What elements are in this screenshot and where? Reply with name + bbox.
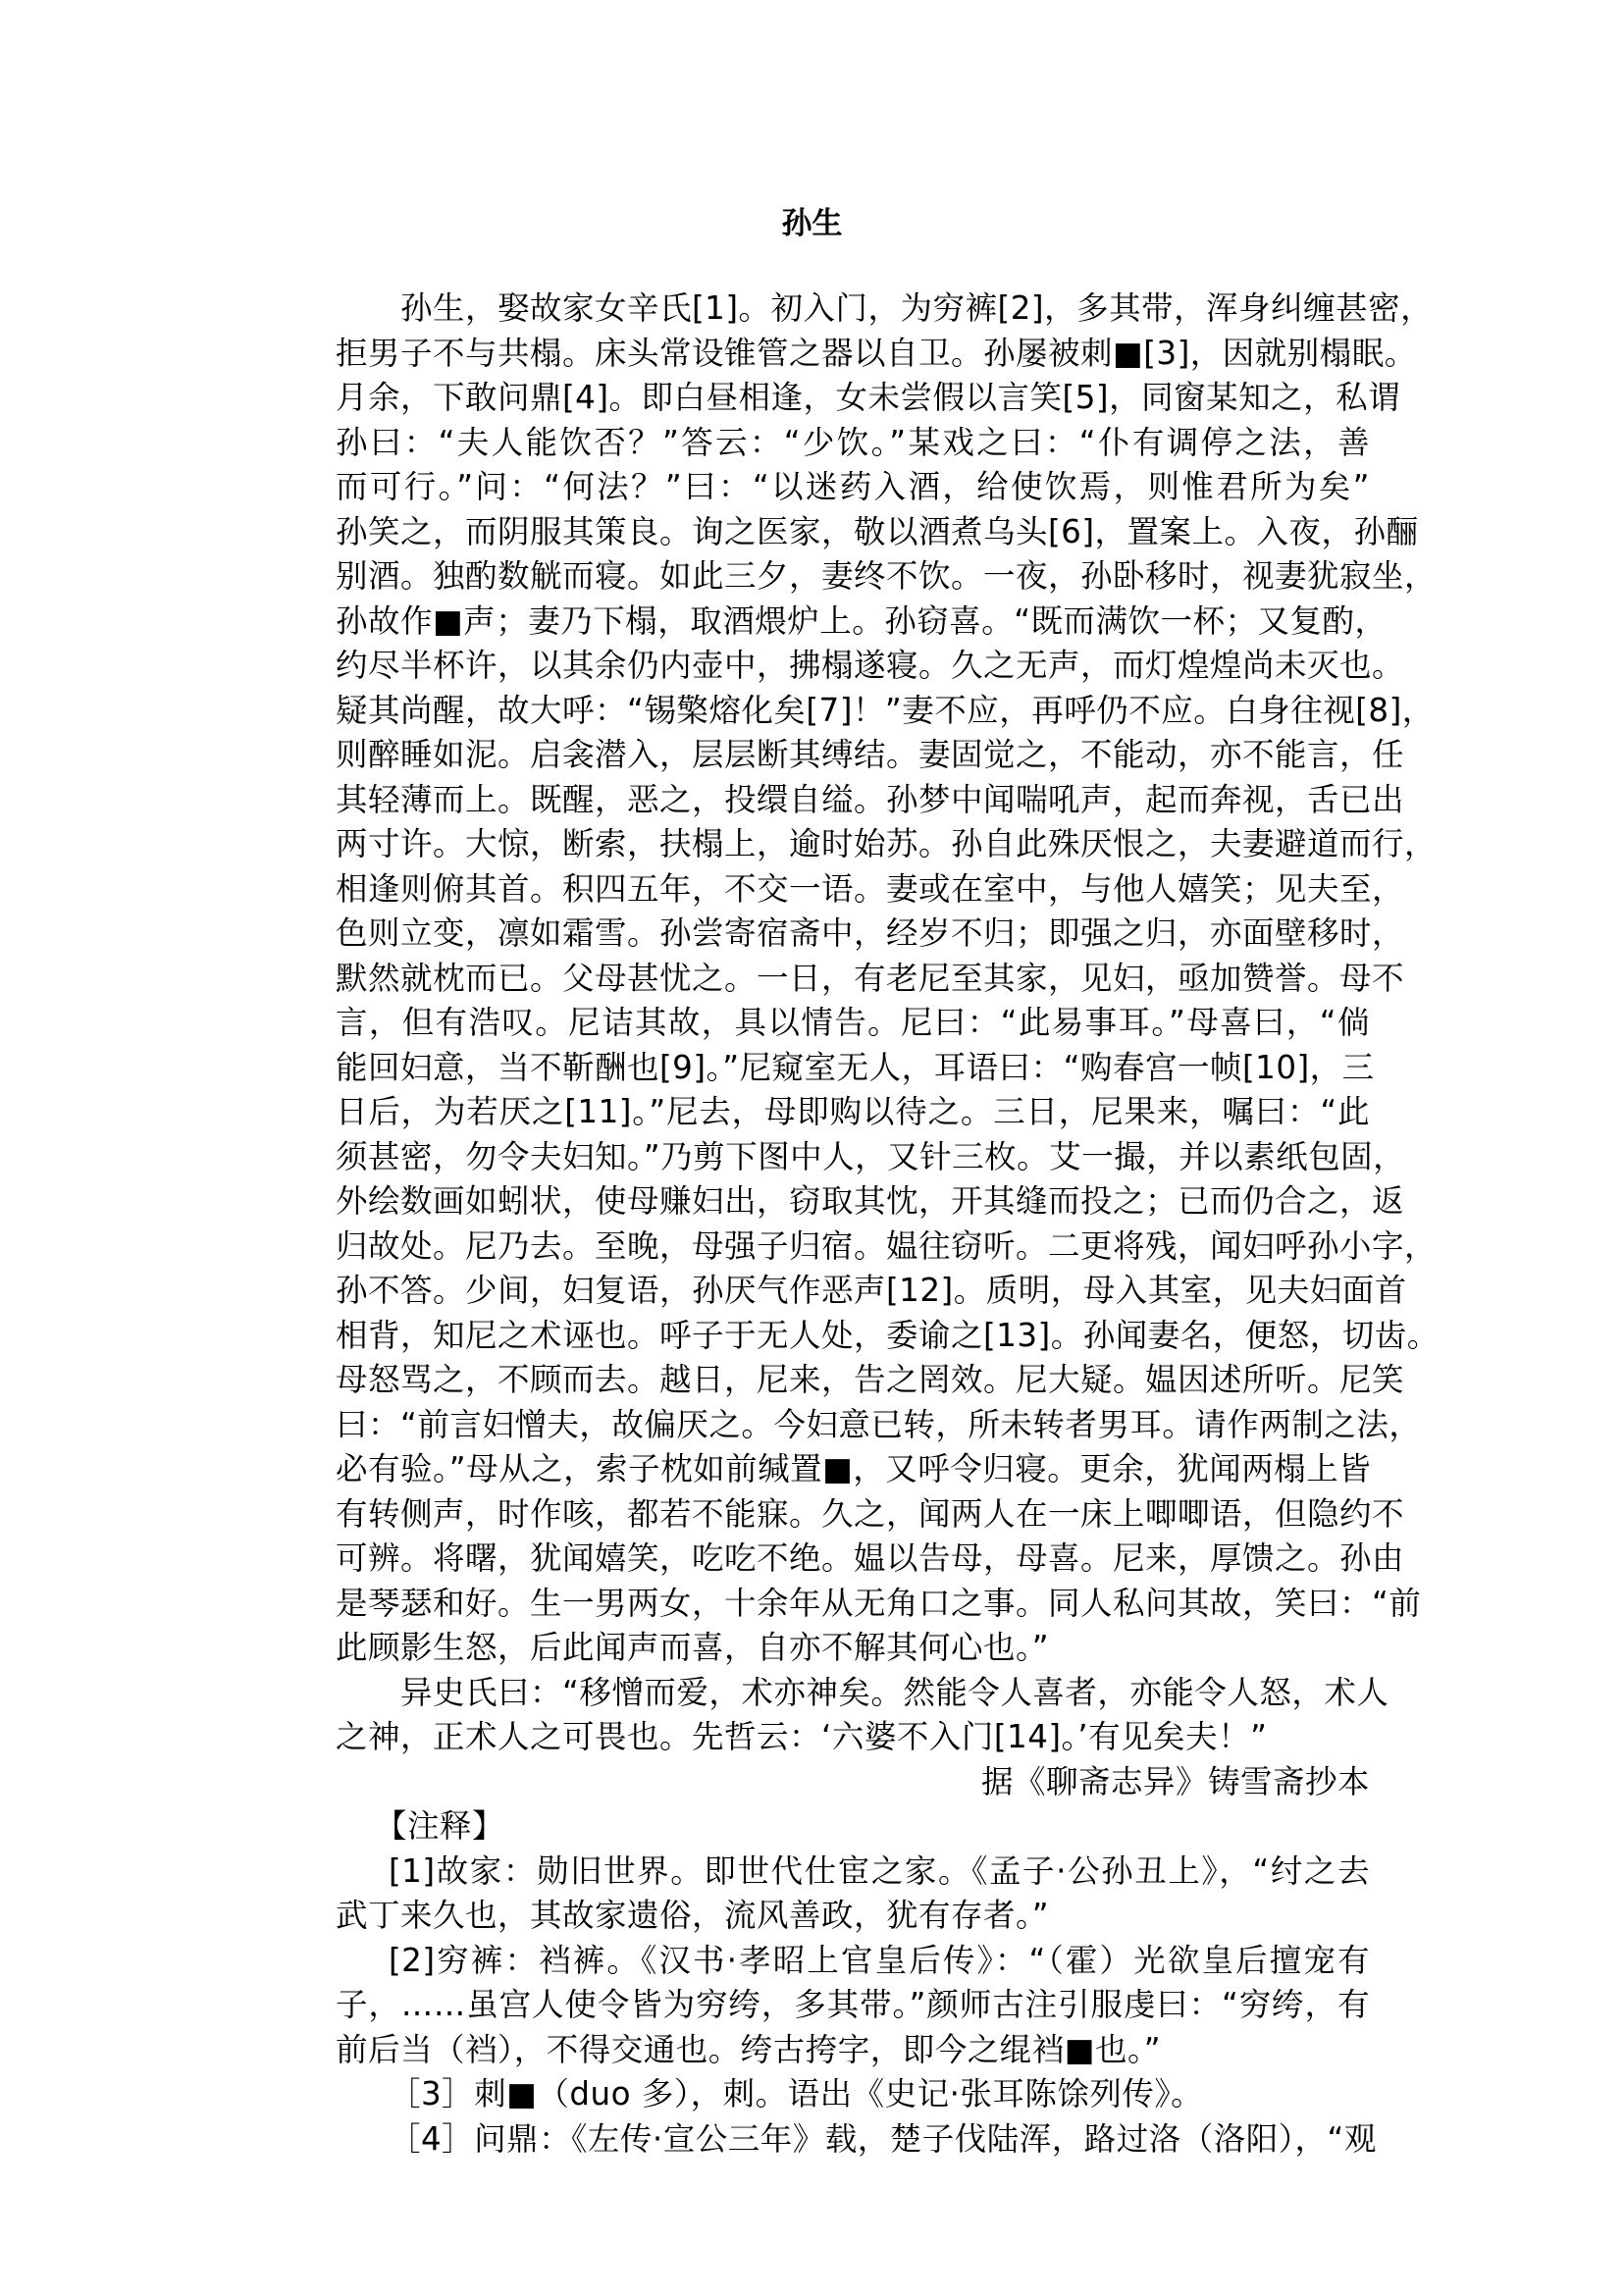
note-line: 子，……虽宫人使令皆为穷绔，多其带。”颜师古注引服虔曰：“穷绔，有	[336, 1986, 1370, 2023]
document-body	[336, 287, 1440, 2162]
text-line: 月余，下敢问鼎[4]。即白昼相逢，女未尝假以言笑[5]，同窗某知之，私谓	[336, 379, 1401, 416]
text-line: 须甚密，勿令夫妇知。”乃剪下图中人，又针三枚。艾一撮，并以素纸包固，	[336, 1137, 1406, 1175]
text-line: 可辨。将曙，犹闻嬉笑，吃吃不绝。媪以告母，母喜。尼来，厚馈之。孙由	[336, 1539, 1405, 1577]
note-line: [1]故家：勋旧世界。即世代仕宦之家。《孟子·公孙丑上》，“纣之去	[389, 1851, 1370, 1890]
text-line: 归故处。尼乃去。至晚，母强子归宿。媪往窃听。二更将残，闻妇呼孙小字，	[336, 1226, 1438, 1265]
text-line: 相背，知尼之术诬也。呼子于无人处，委谕之[13]。孙闻妻名，便怒，切齿。	[336, 1316, 1440, 1354]
text-line: 默然就枕而已。父母甚忧之。一日，有老尼至其家，见妇，亟加赞誉。母不	[336, 959, 1405, 997]
text-line: 则醉睡如泥。启衾潜入，层层断其缚结。妻固觉之，不能动，亦不能言，任	[336, 736, 1405, 773]
page-title: 孙生	[781, 206, 843, 241]
text-line: 曰：“前言妇憎夫，故偏厌之。今妇意已转，所未转者男耳。请作两制之法，	[336, 1405, 1422, 1443]
note-line: ［4］问鼎：《左传·宣公三年》载，楚子伐陆浑，路过洛（洛阳），“观	[389, 2119, 1377, 2158]
text-line: 此顾影生怒，后此闻声而喜，自亦不解其何心也。”	[336, 1629, 1050, 1666]
text-line: 色则立变，凛如霜雪。孙尝寄宿斋中，经岁不归；即强之归，亦面壁移时，	[336, 914, 1405, 952]
text-line: 其轻薄而上。既醒，恶之，投缳自缢。孙梦中闻喘吼声，起而奔视，舌已出	[336, 780, 1405, 818]
text-line: 孙不答。少间，妇复语，孙厌气作恶声[12]。质明，母入其室，见夫妇面首	[336, 1272, 1407, 1309]
source-attribution: 据《聊斋志异》铸雪斋抄本	[980, 1762, 1370, 1800]
text-line: 相逢则俯其首。积四五年，不交一语。妻或在室中，与他人嬉笑；见夫至，	[336, 869, 1405, 908]
text-line: 外绘数画如蚓状，使母赚妇出，窃取其忱，开其缝而投之；已而仍合之，返	[336, 1182, 1405, 1220]
note-line: 前后当（裆），不得交通也。绔古挎字，即今之绲裆■也。”	[336, 2030, 1162, 2068]
commentary-line: 异史氏曰：“移憎而爱，术亦神矣。然能令人喜者，亦能令人怒，术人	[400, 1673, 1389, 1711]
text-line: 疑其尚醒，故大呼：“锡檠熔化矣[7]！”妻不应，再呼仍不应。白身往视[8]，	[336, 691, 1435, 729]
text-line: 约尽半杯许，以其余仍内壶中，拂榻遂寝。久之无声，而灯煌煌尚未灭也。	[336, 647, 1405, 684]
text-line: 孙生，娶故家女辛氏[1]。初入门，为穷裤[2]，多其带，浑身纠缠甚密，	[400, 289, 1434, 327]
note-line: ［3］刺■（duo 多），刺。语出《史记·张耳陈馀列传》。	[389, 2075, 1204, 2112]
text-line: 日后，为若厌之[11]。”尼去，母即购以待之。三日，尼果来，嘱曰：“此	[336, 1093, 1370, 1130]
text-line: 拒男子不与共榻。床头常设锥管之器以自卫。孙屡被刺■[3]，因就别榻眠。	[336, 334, 1417, 372]
text-line: 两寸许。大惊，断索，扶榻上，逾时始苏。孙自此殊厌恨之，夫妻避道而行，	[336, 825, 1438, 862]
text-line: 言，但有浩叹。尼诘其故，具以情告。尼曰：“此易事耳。”母喜曰，“倘	[336, 1004, 1370, 1041]
text-line: 是琴瑟和好。生一男两女，十余年从无角口之事。同人私问其故，笑曰：“前	[336, 1584, 1422, 1622]
text-line: 孙笑之，而阴服其策良。询之医家，敬以酒煮乌头[6]，置案上。入夜，孙酾	[336, 512, 1419, 550]
text-line: 孙故作■声；妻乃下榻，取酒煨炉上。孙窃喜。“既而满饮一杯；又复酌，	[336, 601, 1388, 640]
notes-heading: 【注释】	[375, 1807, 505, 1845]
text-line: 能回妇意，当不靳酬也[9]。”尼窥室无人，耳语曰：“购春宫一帧[10]，三	[336, 1048, 1375, 1086]
text-line: 而可行。”问：“何法？”曰：“以迷药入酒，给使饮焉，则惟君所为矣”	[336, 468, 1370, 505]
note-line: 武丁来久也，其故家遗俗，流风善政，犹有存者。”	[336, 1897, 1050, 1934]
text-line: 孙曰：“夫人能饮否？”答云：“少饮。”某戏之曰：“仆有调停之法，善	[336, 423, 1370, 461]
text-line: 别酒。独酌数觥而寝。如此三夕，妻终不饮。一夜，孙卧移时，视妻犹寂坐，	[336, 557, 1438, 595]
text-line: 有转侧声，时作咳，都若不能寐。久之，闻两人在一床上唧唧语，但隐约不	[336, 1494, 1405, 1533]
commentary-line: 之神，正术人之可畏也。先哲云：‘六婆不入门[14]。’有见矣夫！”	[336, 1718, 1268, 1755]
text-line: 母怒骂之，不顾而去。越日，尼来，告之罔效。尼大疑。媪因述所听。尼笑	[336, 1361, 1405, 1398]
text-line: 必有验。”母从之，索子枕如前缄置■，又呼令归寝。更余，犹闻两榻上皆	[336, 1450, 1372, 1487]
note-line: [2]穷裤：裆裤。《汉书·孝昭上官皇后传》：“（霍）光欲皇后擅宠有	[389, 1941, 1370, 1979]
